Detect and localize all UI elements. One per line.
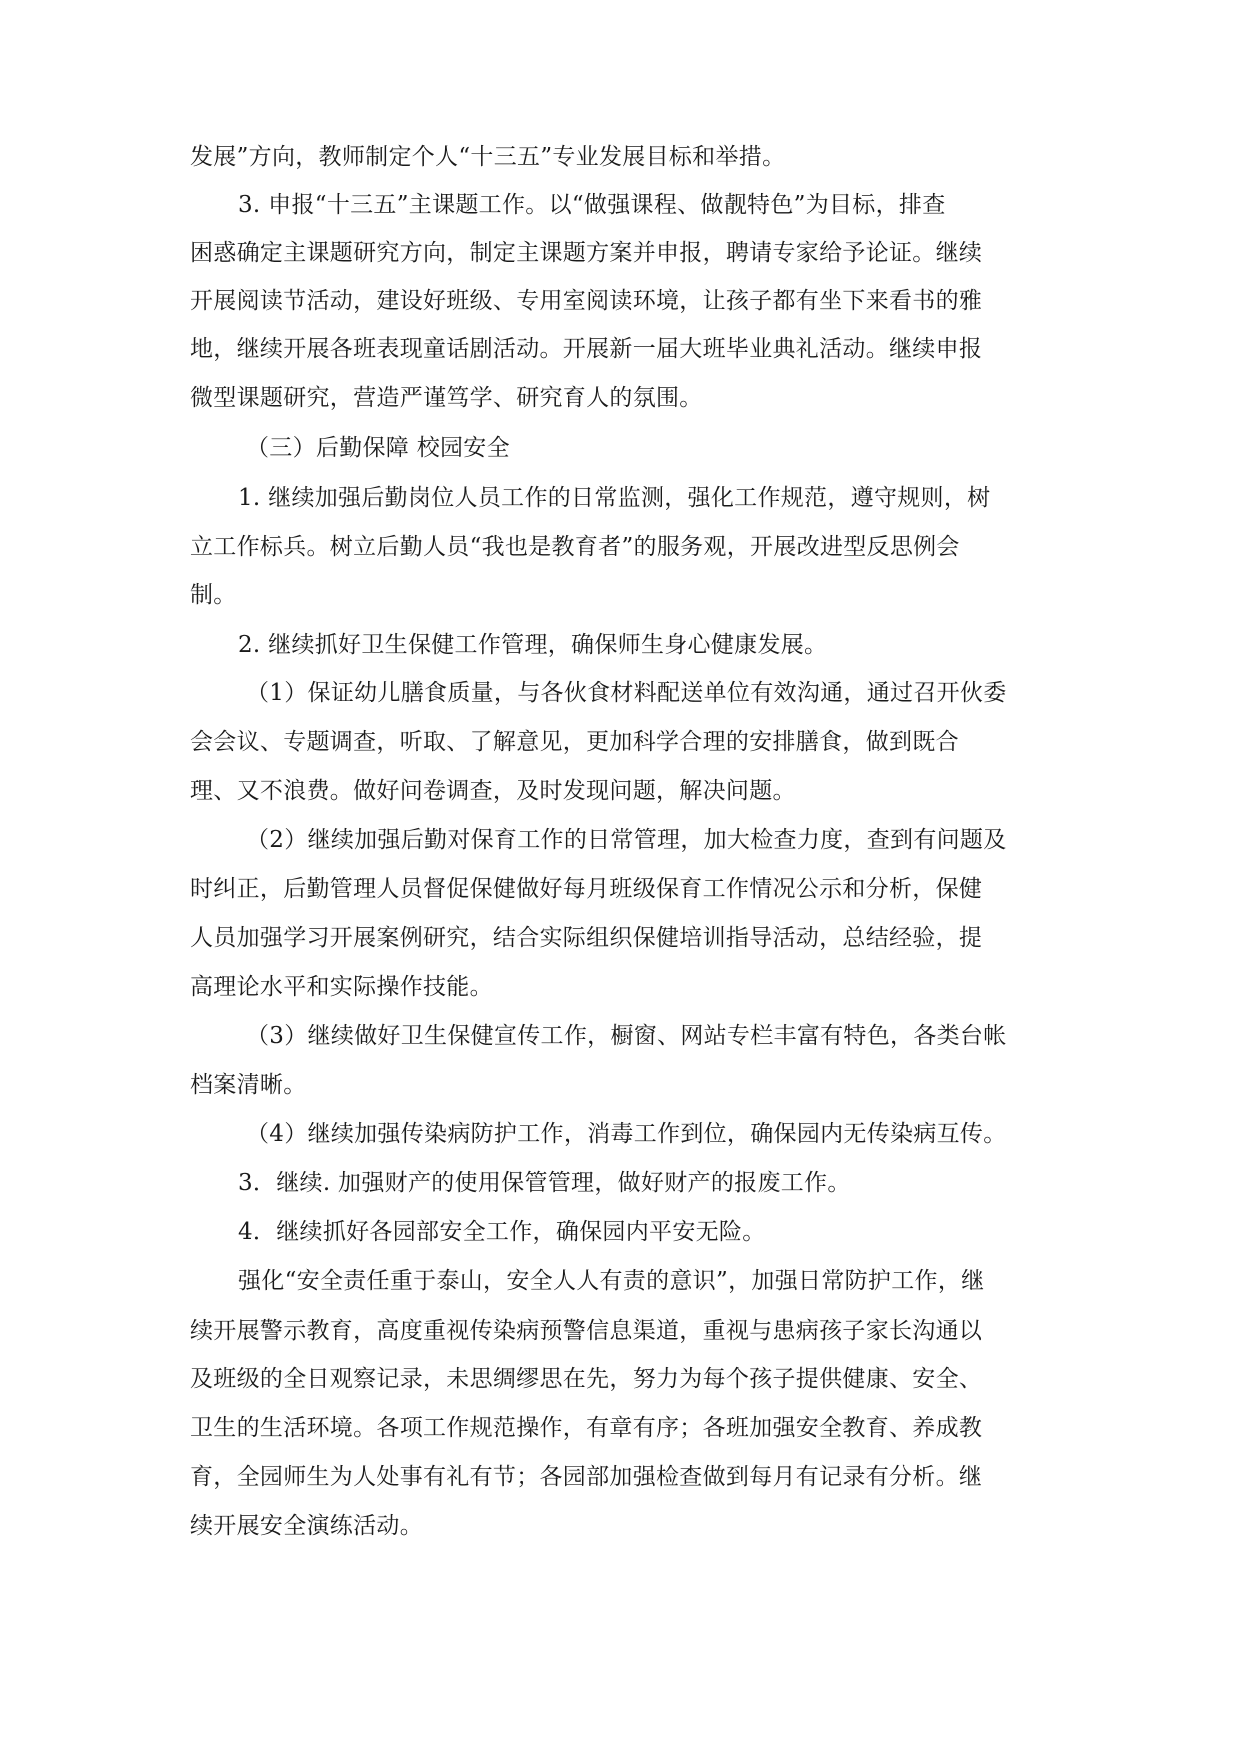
text-line: （3）继续做好卫生保健宣传工作，橱窗、网站专栏丰富有特色，各类台帐	[246, 1023, 1007, 1049]
text-line: 及班级的全日观察记录，未思绸缪思在先，努力为每个孩子提供健康、安全、	[190, 1366, 983, 1392]
text-line: （2）继续加强后勤对保育工作的日常管理，加大检查力度，查到有问题及	[246, 827, 1007, 853]
text-line: 1. 继续加强后勤岗位人员工作的日常监测，强化工作规范，遵守规则，树	[238, 485, 991, 511]
text-line: （1）保证幼儿膳食质量，与各伙食材料配送单位有效沟通，通过召开伙委	[246, 680, 1007, 706]
text-line: （4）继续加强传染病防护工作，消毒工作到位，确保园内无传染病互传。	[246, 1121, 1007, 1147]
text-line: 强化“安全责任重于泰山，安全人人有责的意识”，加强日常防护工作，继	[238, 1268, 985, 1294]
text-line: 人员加强学习开展案例研究，结合实际组织保健培训指导活动，总结经验，提	[190, 925, 983, 951]
text-line: 3．继续. 加强财产的使用保管管理，做好财产的报废工作。	[238, 1170, 851, 1196]
text-line: 理、又不浪费。做好问卷调查，及时发现问题，解决问题。	[190, 778, 796, 804]
text-line: 高理论水平和实际操作技能。	[190, 974, 493, 1000]
text-line: 续开展安全演练活动。	[190, 1513, 423, 1539]
text-line: 续开展警示教育，高度重视传染病预警信息渠道，重视与患病孩子家长沟通以	[190, 1318, 983, 1344]
text-line: 地，继续开展各班表现童话剧活动。开展新一届大班毕业典礼活动。继续申报	[190, 336, 983, 362]
text-line: 4．继续抓好各园部安全工作，确保园内平安无险。	[238, 1219, 766, 1245]
text-line: 育，全园师生为人处事有礼有节；各园部加强检查做到每月有记录有分析。继	[190, 1464, 983, 1490]
text-line: 会会议、专题调查，听取、了解意见，更加科学合理的安排膳食，做到既合	[190, 729, 959, 755]
section-heading: （三）后勤保障 校园安全	[246, 435, 510, 461]
text-line: 档案清晰。	[190, 1072, 307, 1098]
text-line: 时纠正，后勤管理人员督促保健做好每月班级保育工作情况公示和分析，保健	[190, 876, 983, 902]
text-line: 开展阅读节活动，建设好班级、专用室阅读环境，让孩子都有坐下来看书的雅	[190, 288, 983, 314]
text-line: 2. 继续抓好卫生保健工作管理，确保师生身心健康发展。	[238, 632, 828, 658]
text-line: 3. 申报“十三五”主课题工作。以“做强课程、做靓特色”为目标，排查	[238, 192, 946, 218]
text-line: 微型课题研究，营造严谨笃学、研究育人的氛围。	[190, 385, 703, 411]
text-line: 制。	[190, 582, 237, 608]
text-line: 困惑确定主课题研究方向，制定主课题方案并申报，聘请专家给予论证。继续	[190, 240, 983, 266]
text-line: 发展”方向，教师制定个人“十三五”专业发展目标和举措。	[190, 144, 786, 170]
text-line: 卫生的生活环境。各项工作规范操作，有章有序；各班加强安全教育、养成教	[190, 1415, 983, 1441]
text-line: 立工作标兵。树立后勤人员“我也是教育者”的服务观，开展改进型反思例会	[190, 534, 960, 560]
